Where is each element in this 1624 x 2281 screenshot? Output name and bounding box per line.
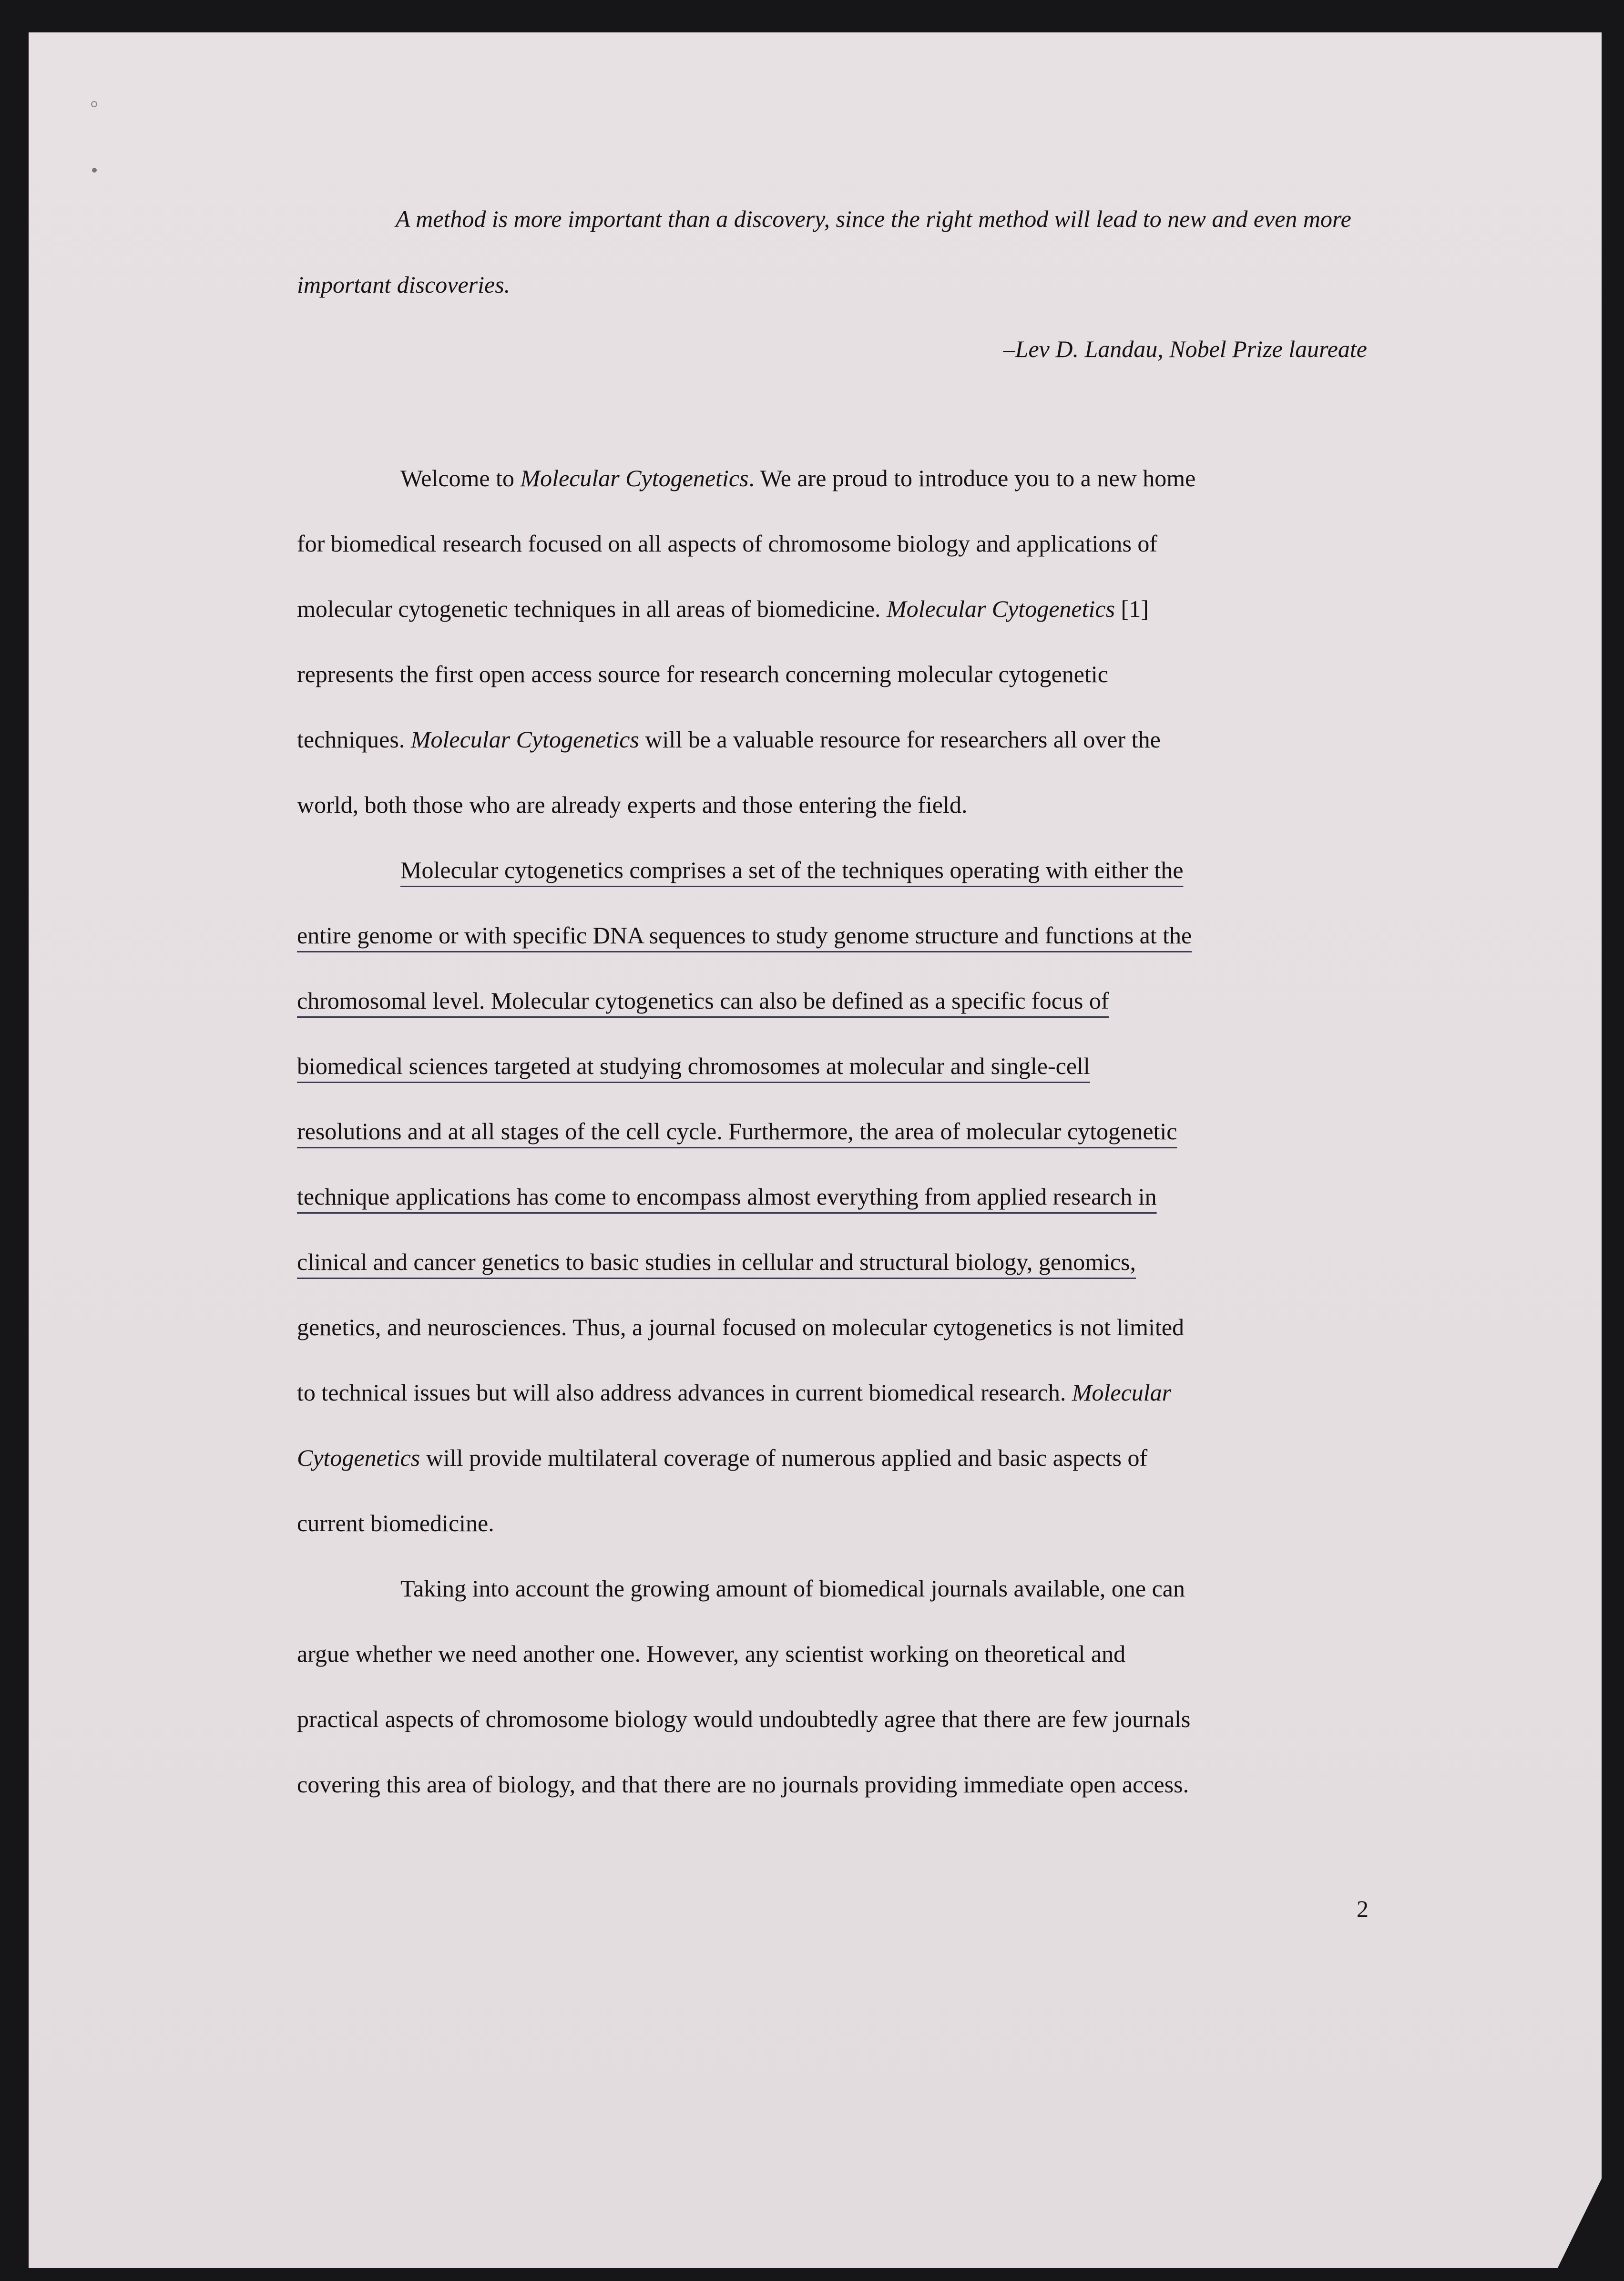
text-line: genetics, and neurosciences. Thus, a journal focused on molecular cytogenetics is not limited (297, 1314, 1185, 1340)
body-text (297, 446, 1367, 1817)
text-line: Molecular cytogenetics comprises a set of the techniques operating with either the (400, 857, 1184, 883)
text-line: clinical and cancer genetics to basic studies in cellular and structural biology, genomics, (297, 1248, 1136, 1275)
text-line: Cytogenetics will provide multilateral coverage of numerous applied and basic aspects of (297, 1444, 1148, 1471)
paper-mark (91, 101, 97, 107)
paragraph-1 (297, 446, 1367, 838)
epigraph-line: A method is more important than a discovery, since the right method will lead to new (396, 205, 1206, 232)
text-line: practical aspects of chromosome biology would undoubtedly agree that there are few journals (297, 1706, 1191, 1732)
text-line: for biomedical research focused on all aspects of chromosome biology and applications of (297, 530, 1157, 557)
text-line: covering this area of biology, and that there are no journals providing immediate open access. (297, 1771, 1189, 1798)
text-line: techniques. Molecular Cytogenetics will be a valuable resource for researchers all over the (297, 726, 1161, 753)
text-line: chromosomal level. Molecular cytogenetics can also be defined as a specific focus of (297, 987, 1109, 1014)
text-line: molecular cytogenetic techniques in all areas of biomedicine. Molecular Cytogenetics [1] (297, 595, 1149, 622)
epigraph (297, 186, 1367, 317)
text-line: technique applications has come to encompass almost everything from applied research in (297, 1183, 1157, 1210)
text-line: world, both those who are already experts and those entering the field. (297, 791, 968, 818)
page-number: 2 (1357, 1895, 1369, 1922)
text-line: represents the first open access source for research concerning molecular cytogenetic (297, 661, 1108, 687)
text-line: Welcome to Molecular Cytogenetics. We are proud to introduce you to a new home (400, 465, 1196, 491)
text-line: current biomedicine. (297, 1510, 494, 1536)
epigraph-attribution: –Lev D. Landau, Nobel Prize laureate (1003, 336, 1367, 362)
paragraph-2 (297, 838, 1367, 1556)
text-line: argue whether we need another one. However, any scientist working on theoretical and (297, 1640, 1126, 1667)
text-line: entire genome or with specific DNA sequences to study genome structure and functions at the (297, 922, 1192, 949)
paragraph-3 (297, 1556, 1367, 1817)
epigraph-line: and even more important discoveries. (297, 205, 1351, 298)
text-line: Taking into account the growing amount of biomedical journals available, one can (400, 1575, 1185, 1602)
text-line: biomedical sciences targeted at studying chromosomes at molecular and single-cell (297, 1053, 1090, 1079)
text-line: to technical issues but will also address advances in current biomedical research. Molecular (297, 1379, 1172, 1406)
text-line: resolutions and at all stages of the cell cycle. Furthermore, the area of molecular cytogenetic (297, 1118, 1177, 1145)
paper-mark (92, 168, 97, 173)
